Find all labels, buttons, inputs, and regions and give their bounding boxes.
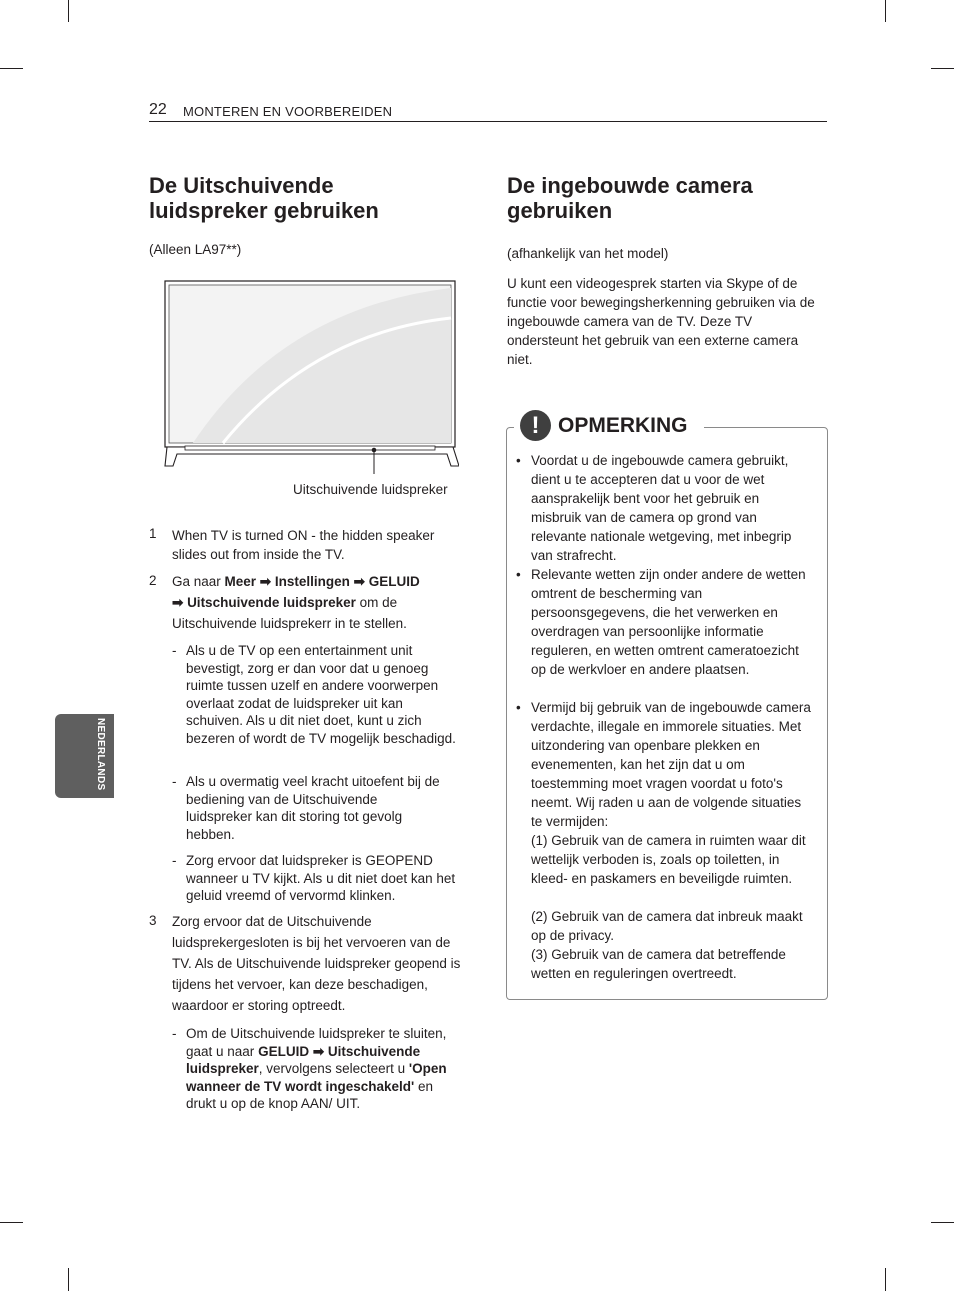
note-bullet: • Relevante wetten zijn onder andere de wetten omtrent de bescherming van persoonsgegevens, die het verwerken en overdragen van persoonlijke informatie reguleren, en wetten omtrent cameratoezicht op de werkvloer en andere plaatsen. (516, 567, 806, 677)
language-tab (55, 714, 114, 798)
note-title: OPMERKING (558, 414, 688, 437)
note-item: - Als u overmatig veel kracht uitoefent bij de bediening van de Uitschuivende luidspreker kan dit storing tot gevolg hebben. (172, 774, 440, 842)
right-title: De ingebouwde camera gebruiken (507, 173, 753, 223)
note-subitem: (1) Gebruik van de camera in ruimten waar dit wettelijk verboden is, zoals op toiletten, in kleed- en paskamers en beveiligde ruimten. (531, 833, 806, 886)
crop-mark (931, 68, 954, 69)
note-item: - Als u de TV op een entertainment unit bevestigt, zorg er dan voor dat u genoeg ruimte tussen uzelf en andere voorwerpen overlaat zodat de luidspreker uit kan schuiven. Als u dit niet doet, kunt u zich bezeren of wordt de TV mogelijk beschadigd. (172, 643, 456, 746)
note-bullet: • Vermijd bij gebruik van de ingebouwde camera verdachte, illegale en immorele situaties. Met uitzondering van openbare plekken en evenementen, kan het zijn dat u om toestemming moet vragen voordat u foto's neemt. Wij raden u aan de volgende situaties te vermijden: (516, 700, 811, 829)
note-subitem: (3) Gebruik van de camera dat betreffende wetten en reguleringen overtreedt. (531, 947, 786, 981)
header-rule (149, 121, 827, 122)
crop-mark (931, 1222, 954, 1223)
crop-mark (885, 0, 886, 22)
tv-illustration (163, 278, 459, 474)
note-bullet: • Voordat u de ingebouwde camera gebruikt, dient u te accepteren dat u voor de wet aansprakelijk bent voor het gebruik en misbruik van de camera op grond van relevante nationale wetgeving, met inbegrip van strafrecht. (516, 453, 792, 563)
crop-mark (0, 68, 23, 69)
right-subtitle: (afhankelijk van het model) (507, 246, 669, 261)
language-tab-label: NEDERLANDS (95, 718, 106, 791)
crop-mark (0, 1222, 23, 1223)
step-number: 2 (149, 573, 157, 588)
step-text: Zorg ervoor dat de Uitschuivende luidsprekergesloten is bij het vervoeren van de TV. Als de Uitschuivende luidspreker geopend is tijdens het vervoer, kan deze beschadigen, waardoor er storing optreedt. (172, 914, 461, 1013)
step-text: When TV is turned ON - the hidden speaker slides out from inside the TV. (172, 528, 435, 562)
note-subitem: (2) Gebruik van de camera dat inbreuk maakt op de privacy. (531, 909, 803, 943)
right-intro: U kunt een videogesprek starten via Skype of de functie voor bewegingsherkenning gebruiken via de ingebouwde camera van de TV. Deze TV ondersteunt het gebruik van een externe camera niet. (507, 276, 815, 367)
step-number: 1 (149, 526, 157, 541)
step-number: 3 (149, 913, 157, 928)
note-item: - Om de Uitschuivende luidspreker te sluiten, gaat u naar GELUID ➡ Uitschuivende luidspreker, vervolgens selecteert u 'Open wanneer de TV wordt ingeschakeld' en drukt u op de knop AAN/ UIT. (172, 1026, 447, 1111)
crop-mark (68, 1268, 69, 1291)
step-text: Ga naar Meer ➡ Instellingen ➡ GELUID ➡ Uitschuivende luidspreker om de Uitschuivende luidsprekerr in te stellen. (172, 574, 420, 631)
left-subtitle: (Alleen LA97**) (149, 242, 242, 257)
note-item: - Zorg ervoor dat luidspreker is GEOPEND wanneer u TV kijkt. Als u dit niet doet kan het geluid vreemd of vervormd klinken. (172, 853, 456, 903)
crop-mark (68, 0, 69, 22)
crop-mark (885, 1268, 886, 1291)
figure-caption: Uitschuivende luidspreker (293, 482, 448, 497)
section-title: MONTEREN EN VOORBEREIDEN (183, 104, 393, 119)
page-number: 22 (149, 101, 167, 118)
exclamation-icon: ! (520, 410, 551, 441)
left-title: De Uitschuivende luidspreker gebruiken (149, 173, 379, 223)
